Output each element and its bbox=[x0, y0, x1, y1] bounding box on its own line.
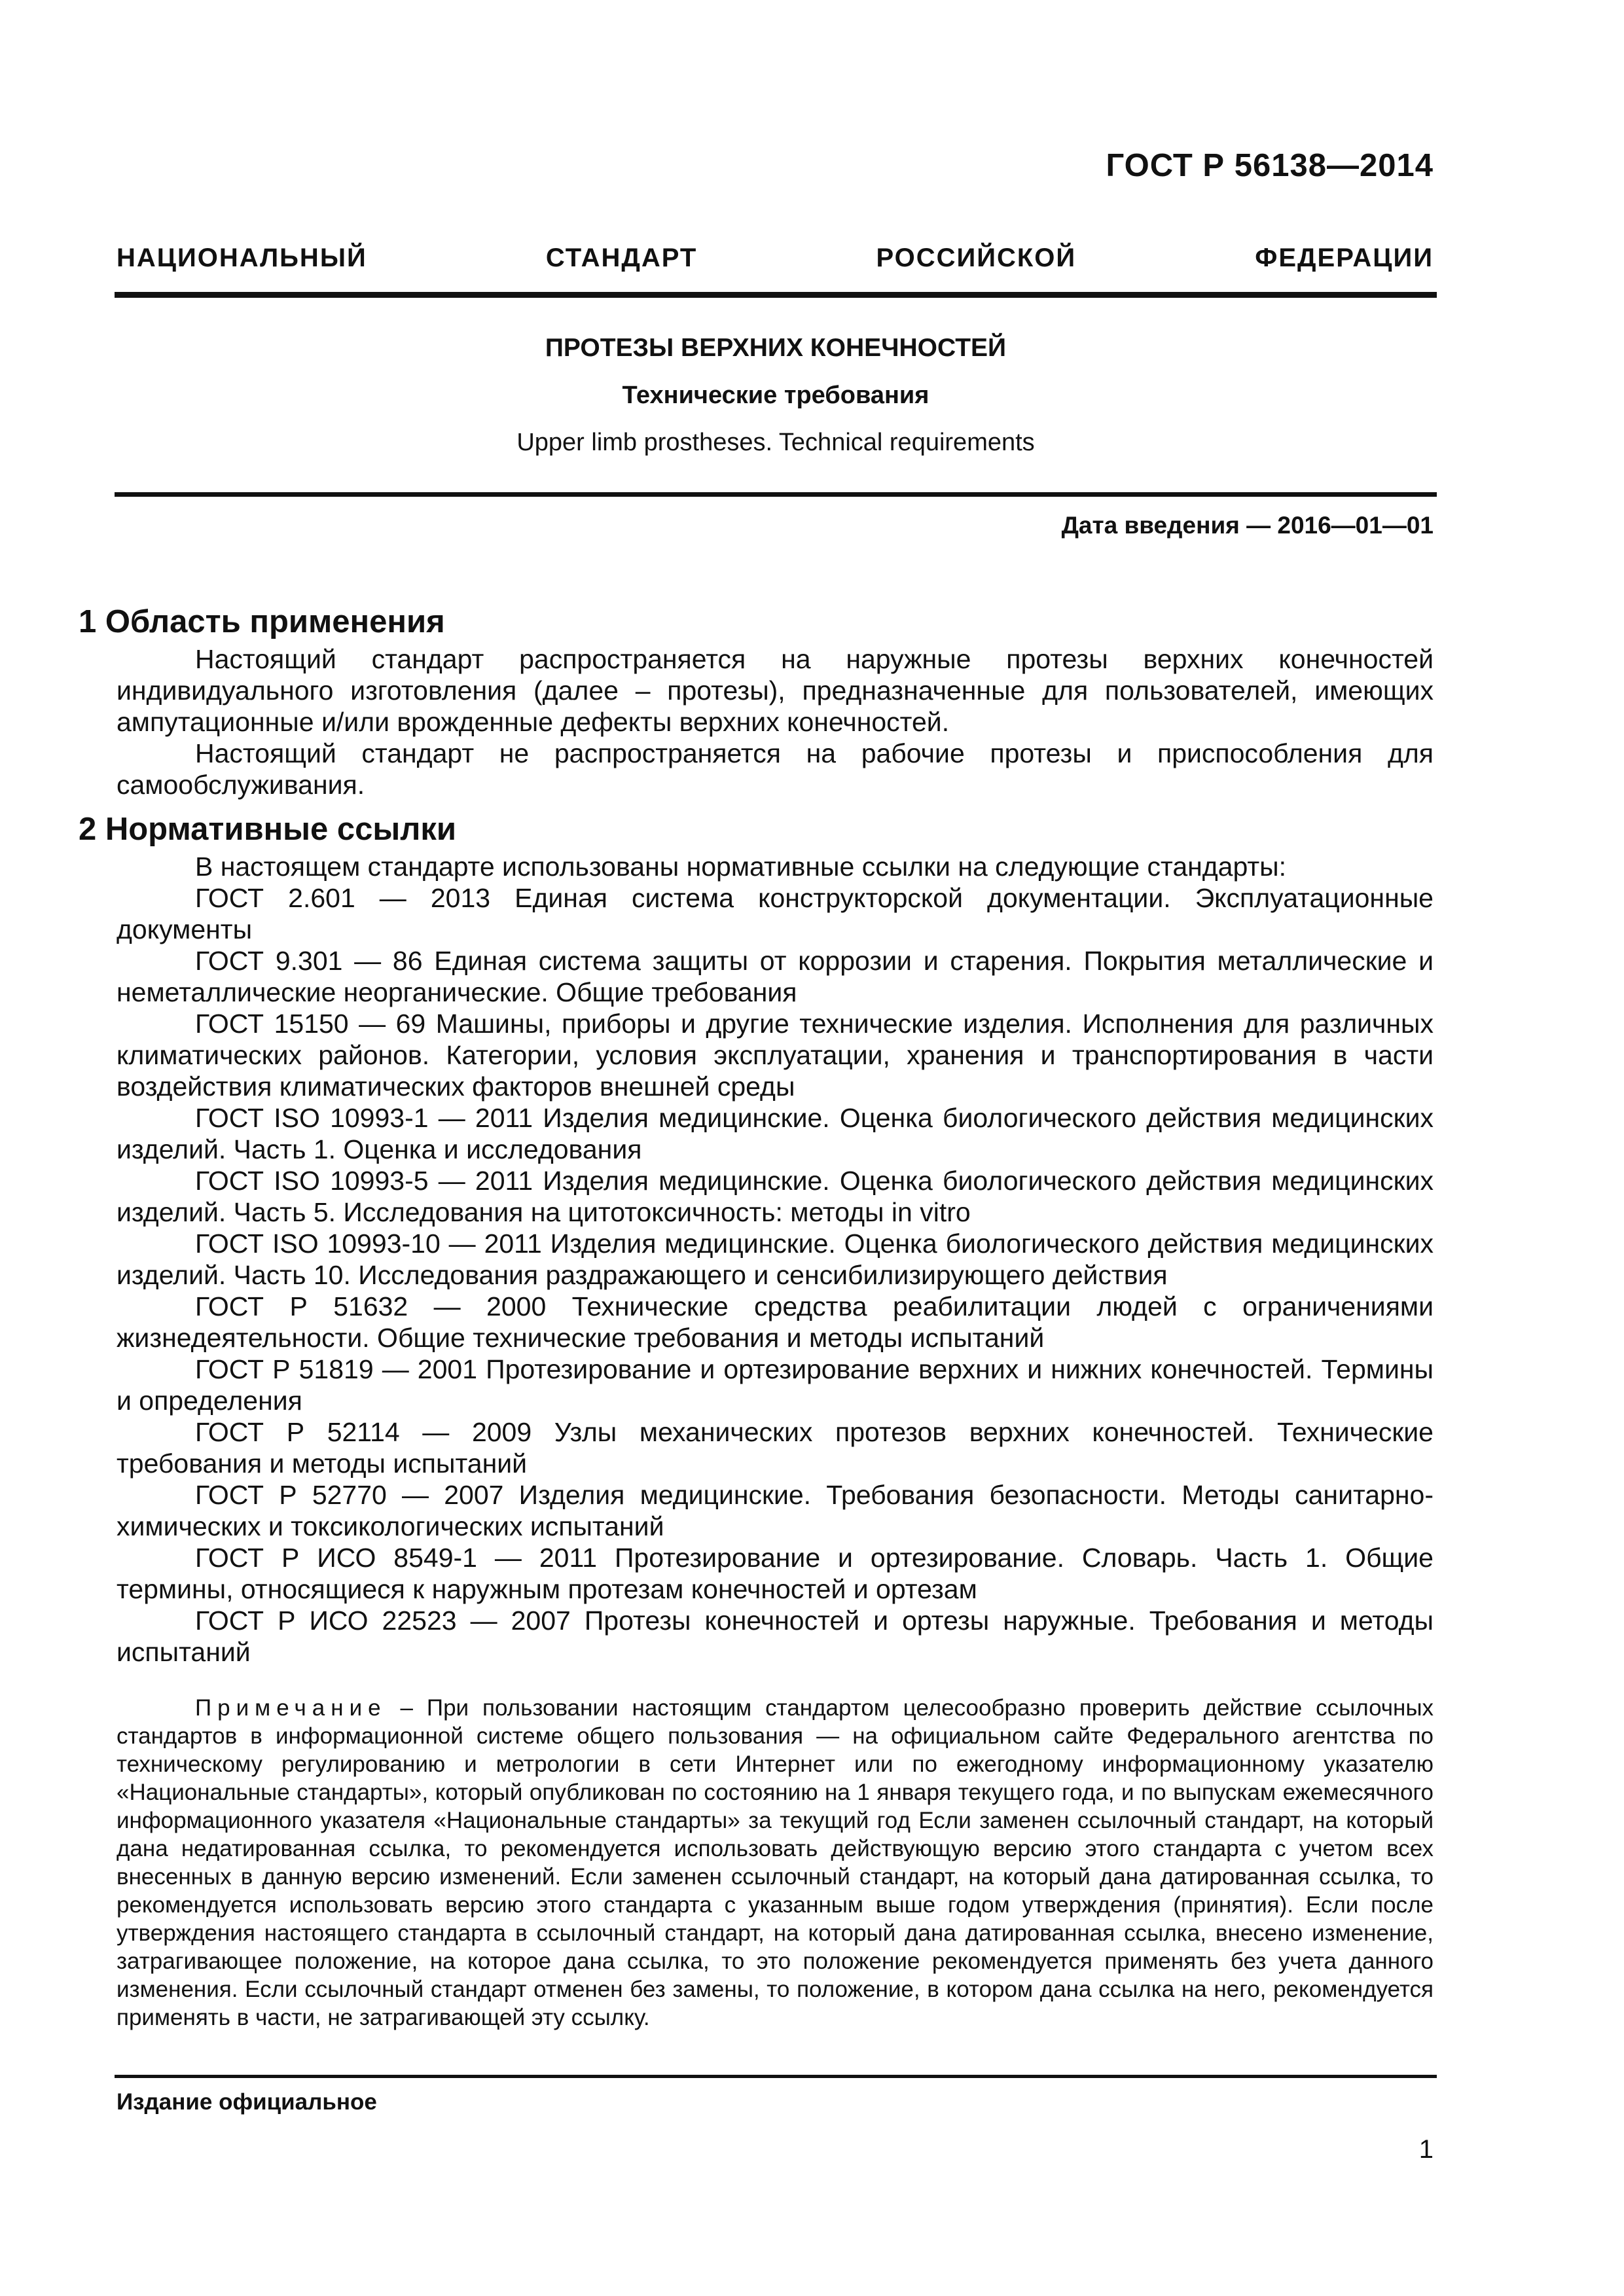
document-title: ПРОТЕЗЫ ВЕРХНИХ КОНЕЧНОСТЕЙ bbox=[545, 334, 1007, 362]
note-text: – При пользовании настоящим стандартом целесообразно проверить действие ссылочных стандартов в информационной системе общего пользования — на официальном сайте Федерального агентства по техническому регулированию и метрологии в сети Интернет или по ежегодному информационному указателю «Национальные стандарты», который опубликован по состоянию на 1 января текущего года, и по выпускам ежемесячного информационного указателя «Национальные стандарты» за текущий год Если заменен ссылочный стандарт, на который дана недатированная ссылка, то рекомендуется использовать действующую версию этого стандарта с учетом всех внесенных в данную версию изменений. Если заменен ссылочный стандарт, на который дана датированная ссылка, то рекомендуется использовать версию этого стандарта с указанным выше годом утверждения (принятия). Если после утверждения настоящего стандарта в ссылочный стандарт, на который дана датированная ссылка, внесено изменение, затрагивающее положение, на которое дана ссылка, то это положение рекомендуется применять без учета данного изменения. Если ссылочный стандарт отменен без замены, то положение, в котором дана ссылка на него, рекомендуется применять в части, не затрагивающей эту ссылку. bbox=[117, 1695, 1434, 2030]
section-1-body bbox=[117, 643, 1434, 800]
document-number: ГОСТ Р 56138—2014 bbox=[1106, 148, 1434, 183]
reference-item: ГОСТ 15150 — 69 Машины, приборы и другие технические изделия. Исполнения для различных климатических районов. Категории, условия эксплуатации, хранения и транспортирования в части воздействия климатических факторов внешней среды bbox=[117, 1009, 1434, 1102]
introduction-date: Дата введения — 2016—01—01 bbox=[1061, 512, 1434, 539]
section-1-paragraph: Настоящий стандарт не распространяется на рабочие протезы и приспособления для самообслуживания. bbox=[117, 738, 1434, 800]
document-title-english: Upper limb prostheses. Technical requirements bbox=[516, 429, 1035, 456]
header-rule bbox=[115, 292, 1437, 298]
reference-item: ГОСТ Р ИСО 8549-1 — 2011 Протезирование и ортезирование. Словарь. Часть 1. Общие термины, относящиеся к наружным протезам конечностей и ортезам bbox=[117, 1543, 1434, 1604]
reference-item: ГОСТ ISO 10993-10 — 2011 Изделия медицинские. Оценка биологического действия медицинских изделий. Часть 10. Исследования раздражающего и сенсибилизирующего действия bbox=[117, 1229, 1434, 1290]
note-paragraph bbox=[117, 1694, 1434, 2032]
reference-item: ГОСТ 2.601 — 2013 Единая система конструкторской документации. Эксплуатационные документы bbox=[117, 883, 1434, 944]
standard-banner: НАЦИОНАЛЬНЫЙ СТАНДАРТ РОССИЙСКОЙ ФЕДЕРАЦИИ bbox=[117, 243, 1434, 272]
section-1-heading: 1 Область применения bbox=[79, 604, 445, 639]
page-number: 1 bbox=[1418, 2135, 1434, 2164]
section-2-heading: 2 Нормативные ссылки bbox=[79, 812, 456, 847]
reference-item: ГОСТ ISO 10993-5 — 2011 Изделия медицинские. Оценка биологического действия медицинских изделий. Часть 5. Исследования на цитотоксичность: методы in vitro bbox=[117, 1166, 1434, 1227]
reference-item: ГОСТ Р 52770 — 2007 Изделия медицинские. Требования безопасности. Методы санитарно-химических и токсикологических испытаний bbox=[117, 1480, 1434, 1541]
footer-rule bbox=[115, 2075, 1437, 2078]
reference-item: ГОСТ Р ИСО 22523 — 2007 Протезы конечностей и ортезы наружные. Требования и методы испытаний bbox=[117, 1605, 1434, 1667]
note-label: Примечание bbox=[195, 1695, 387, 1721]
section-2-body bbox=[117, 851, 1434, 1668]
edition-label: Издание официальное bbox=[117, 2089, 377, 2115]
reference-item: ГОСТ ISO 10993-1 — 2011 Изделия медицинские. Оценка биологического действия медицинских изделий. Часть 1. Оценка и исследования bbox=[117, 1103, 1434, 1164]
reference-item: ГОСТ Р 51632 — 2000 Технические средства реабилитации людей с ограничениями жизнедеятельности. Общие технические требования и методы испытаний bbox=[117, 1291, 1434, 1353]
section-2-intro: В настоящем стандарте использованы нормативные ссылки на следующие стандарты: bbox=[195, 852, 1287, 882]
reference-item: ГОСТ Р 51819 — 2001 Протезирование и ортезирование верхних и нижних конечностей. Термины и определения bbox=[117, 1354, 1434, 1416]
section-1-paragraph: Настоящий стандарт распространяется на наружные протезы верхних конечностей индивидуального изготовления (далее – протезы), предназначенные для пользователей, имеющих ампутационные и/или врожденные дефекты верхних конечностей. bbox=[117, 644, 1434, 737]
document-subtitle: Технические требования bbox=[622, 382, 929, 409]
reference-item: ГОСТ Р 52114 — 2009 Узлы механических протезов верхних конечностей. Технические требования и методы испытаний bbox=[117, 1417, 1434, 1479]
reference-item: ГОСТ 9.301 — 86 Единая система защиты от коррозии и старения. Покрытия металлические и неметаллические неорганические. Общие требования bbox=[117, 946, 1434, 1007]
title-rule bbox=[115, 492, 1437, 497]
